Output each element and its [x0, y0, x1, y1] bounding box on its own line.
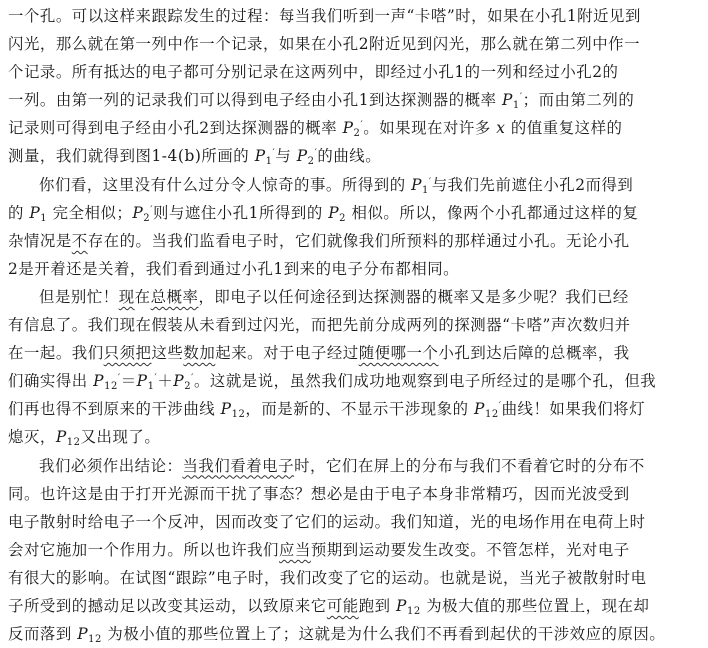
text-line — [8, 311, 700, 339]
text-line — [8, 620, 700, 648]
prime-mark: ′ — [273, 148, 276, 159]
emphasized-text: 不 — [72, 232, 88, 250]
text-segment: 们再也得不到原来的干涉曲线 — [8, 400, 221, 418]
paragraph — [8, 171, 700, 283]
subscript: 2 — [354, 128, 361, 139]
text-segment: 记录则可得到电子经由小孔2到达探测器的概率 — [8, 119, 343, 137]
math-symbol: P — [56, 428, 67, 446]
text-segment: 有信息了。我们现在假装从未看到过闪光，而把先前分成两列的探测器“卡嗒”声次数归并 — [8, 316, 631, 334]
math-symbol: P — [396, 597, 407, 615]
subscript: 1 — [266, 156, 273, 167]
text-line — [8, 480, 700, 508]
text-segment: 起来。对于电子经过 — [215, 344, 358, 362]
emphasized-text: 数加 — [183, 344, 215, 362]
subscript: 2 — [308, 156, 315, 167]
text-line — [8, 283, 700, 311]
prime-mark: ′ — [429, 177, 432, 188]
text-segment: 们确实得出 — [8, 372, 93, 390]
text-segment: 跑到 — [359, 597, 396, 615]
text-line — [8, 339, 700, 367]
text-segment: ＝ — [121, 372, 137, 390]
text-line — [8, 255, 700, 283]
emphasized-text: 只须把 — [104, 344, 152, 362]
prime-mark: ′ — [155, 373, 158, 384]
text-segment: 杂情况是 — [8, 232, 72, 250]
math-symbol: P — [297, 147, 308, 165]
math-symbol: P — [502, 91, 513, 109]
subscript: 12 — [67, 437, 81, 448]
text-segment: 一列。由第一列的记录我们可以得到电子经由小孔1到达探测器的概率 — [8, 91, 502, 109]
text-segment: 同。也许这是由于打开光源而干扰了事态？想必是由于电子本身非常精巧，因而光波受到 — [8, 485, 630, 503]
text-line — [8, 58, 700, 86]
paragraph — [8, 2, 700, 171]
text-segment: 但是别忙！ — [39, 288, 119, 306]
math-symbol: P — [343, 119, 354, 137]
text-segment: 与我们先前遮住小孔2而得到 — [432, 176, 634, 194]
subscript: 1 — [513, 100, 520, 111]
subscript: 1 — [40, 213, 47, 224]
text-segment: 在一起。我们 — [8, 344, 104, 362]
text-segment: 时，它们在屏上的分布与我们不看着它时的分布不 — [294, 457, 645, 475]
text-segment: ，而是新的、不显示干涉现象的 — [245, 400, 474, 418]
math-symbol: P — [29, 204, 40, 222]
subscript: 12 — [407, 606, 421, 617]
text-segment: 又出现了。 — [81, 428, 161, 446]
text-line — [8, 171, 700, 199]
text-body — [8, 2, 700, 648]
text-segment: 存在的。当我们监看电子时，它们就像我们所预料的那样通过小孔。无论小孔 — [88, 232, 630, 250]
text-line — [8, 536, 700, 564]
text-segment: 会对它施加一个作用力。所以也许我们 — [8, 541, 279, 559]
text-segment: 你们看，这里没有什么过分令人惊奇的事。所得到的 — [39, 176, 411, 194]
text-segment: 。这就是说，虽然我们成功地观察到电子所经过的是哪个孔，但我 — [194, 372, 656, 390]
text-segment: 熄灭， — [8, 428, 56, 446]
text-line — [8, 30, 700, 58]
text-line — [8, 452, 700, 480]
prime-mark: ′ — [191, 373, 194, 384]
text-line — [8, 114, 700, 142]
text-segment: 一个孔。可以这样来跟踪发生的过程：每当我们听到一声“卡嗒”时，如果在小孔1附近见到 — [8, 7, 641, 25]
math-symbol: P — [137, 372, 148, 390]
emphasized-text: 现 — [119, 288, 135, 306]
text-segment: 预期到运动要发生改变。不管怎样，光对电子 — [311, 541, 630, 559]
math-symbol: P — [93, 372, 104, 390]
text-segment: 的值重复这样的 — [505, 119, 622, 137]
text-line — [8, 508, 700, 536]
text-segment: 与 — [275, 147, 296, 165]
math-symbol: P — [221, 400, 232, 418]
text-line — [8, 2, 700, 30]
text-line — [8, 592, 700, 620]
prime-mark: ′ — [360, 120, 363, 131]
text-segment: 曲线！如果我们将灯 — [502, 400, 645, 418]
text-line — [8, 227, 700, 255]
text-segment: 测量，我们就得到图1-4(b)所画的 — [8, 147, 255, 165]
math-symbol: P — [411, 176, 422, 194]
emphasized-text: 当我们看着电子 — [182, 457, 294, 475]
emphasized-text: 总概率 — [151, 288, 199, 306]
emphasized-text: 应当 — [279, 541, 311, 559]
prime-mark: ′ — [118, 373, 121, 384]
math-symbol: P — [328, 204, 339, 222]
text-line — [8, 564, 700, 592]
text-segment: 相似。所以，像两个小孔都通过这样的复 — [346, 204, 638, 222]
subscript: 1 — [148, 381, 155, 392]
subscript: 2 — [143, 213, 150, 224]
text-segment: 子所受到的撼动足以改变其运动，以致原来它 — [8, 597, 327, 615]
subscript: 12 — [485, 409, 499, 420]
paragraph — [8, 283, 700, 452]
text-line — [8, 199, 700, 227]
math-symbol: P — [474, 400, 485, 418]
text-segment: 完全相似； — [47, 204, 132, 222]
subscript: 1 — [422, 185, 429, 196]
text-segment: 个记录。所有抵达的电子都可分别记录在这两列中，即经过小孔1的一列和经过小孔2的 — [8, 63, 619, 81]
text-line — [8, 423, 700, 451]
math-symbol: x — [496, 119, 505, 137]
subscript: 12 — [232, 409, 246, 420]
subscript: 12 — [88, 634, 102, 645]
text-segment: 我们必须作出结论： — [39, 457, 182, 475]
text-segment: ；而由第二列的 — [523, 91, 635, 109]
emphasized-text: 随便哪一个 — [359, 344, 439, 362]
text-segment: 则与遮住小孔1所得到的 — [153, 204, 328, 222]
text-segment: 这些 — [151, 344, 183, 362]
paragraph — [8, 452, 700, 648]
text-segment: 反而落到 — [8, 625, 77, 643]
text-segment: 为极小值的那些位置上了；这就是为什么我们不再看到起伏的干涉效应的原因。 — [102, 625, 665, 643]
subscript: 2 — [339, 213, 346, 224]
text-line — [8, 395, 700, 423]
prime-mark: ′ — [520, 92, 523, 103]
text-segment: 电子散射时给电子一个反冲，因而改变了它们的运动。我们知道，光的电场作用在电荷上时 — [8, 513, 646, 531]
text-segment: 小孔到达后障的总概率，我 — [438, 344, 629, 362]
math-symbol: P — [255, 147, 266, 165]
math-symbol: P — [132, 204, 143, 222]
text-segment: 的曲线。 — [317, 147, 381, 165]
prime-mark: ′ — [499, 401, 502, 412]
text-segment: 。如果现在对许多 — [363, 119, 496, 137]
text-segment: 的 — [8, 204, 29, 222]
text-line — [8, 367, 700, 395]
prime-mark: ′ — [150, 205, 153, 216]
text-segment: 有很大的影响。在试图“跟踪”电子时，我们改变了它的运动。也就是说，当光子被散射时电 — [8, 569, 647, 587]
math-symbol: P — [173, 372, 184, 390]
text-line — [8, 142, 700, 170]
text-segment: ＋ — [157, 372, 173, 390]
text-segment: 在 — [135, 288, 151, 306]
emphasized-text: 可能 — [327, 597, 359, 615]
text-segment: 为极大值的那些位置上，现在却 — [421, 597, 650, 615]
text-segment: 闪光，那么就在第一列中作一个记录，如果在小孔2附近见到闪光，那么就在第二列中作一 — [8, 35, 640, 53]
prime-mark: ′ — [315, 148, 318, 159]
text-segment: 2是开着还是关着，我们看到通过小孔1到来的电子分布都相同。 — [8, 260, 459, 278]
text-line — [8, 86, 700, 114]
subscript: 2 — [184, 381, 191, 392]
math-symbol: P — [77, 625, 88, 643]
text-segment: ，即电子以任何途径到达探测器的概率又是多少呢？我们已经 — [198, 288, 628, 306]
subscript: 12 — [104, 381, 118, 392]
